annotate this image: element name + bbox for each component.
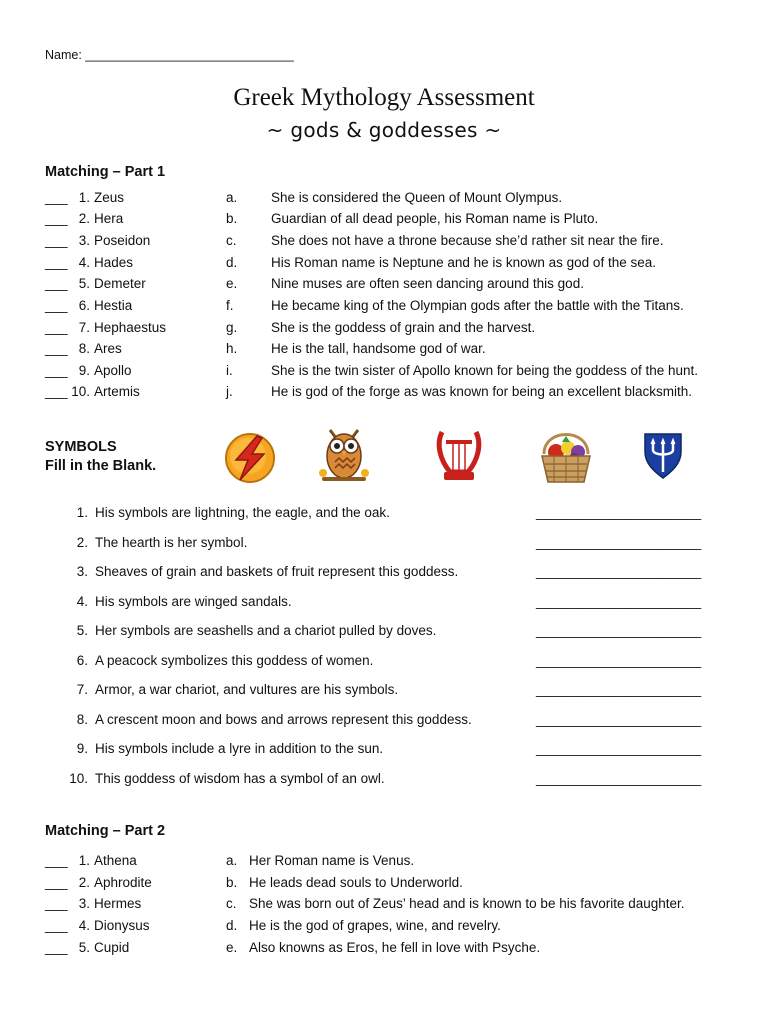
- item-number: 3.: [78, 233, 90, 248]
- choice-letter: b.: [226, 211, 238, 226]
- lightning-bolt-icon: [222, 430, 278, 486]
- question-text: This goddess of wisdom has a symbol of an owl.: [95, 770, 385, 786]
- choice-letter: a.: [226, 853, 238, 868]
- matching-part2-row: [0, 938, 768, 958]
- god-name: Hera: [94, 211, 124, 226]
- choice-description: She does not have a throne because she’d rather sit near the fire.: [271, 233, 664, 248]
- matching-part1-row: [0, 253, 768, 273]
- god-name: Dionysus: [94, 918, 150, 934]
- page-title: Greek Mythology Assessment: [233, 84, 535, 111]
- choice-description: Also knowns as Eros, he fell in love with Psyche.: [249, 939, 541, 955]
- fill-in-row: [0, 680, 768, 700]
- answer-blank[interactable]: ___: [45, 298, 68, 313]
- item-number: 4.: [78, 255, 90, 270]
- choice-letter: c.: [226, 233, 237, 248]
- item-number: 9.: [76, 741, 88, 756]
- fill-in-row: [0, 503, 768, 523]
- item-number: 3.: [78, 896, 90, 912]
- fill-in-row: [0, 651, 768, 671]
- answer-blank[interactable]: ___: [45, 384, 68, 399]
- item-number: 2.: [76, 534, 88, 550]
- item-number: 8.: [78, 341, 90, 356]
- god-name: Apollo: [94, 363, 132, 378]
- answer-blank[interactable]: ___: [45, 190, 68, 205]
- answer-blank[interactable]: ___: [45, 874, 68, 890]
- answer-blank[interactable]: ___: [45, 853, 68, 868]
- answer-line[interactable]: ______________________: [536, 593, 702, 609]
- answer-line[interactable]: ______________________: [536, 505, 702, 520]
- item-number: 7.: [76, 682, 88, 697]
- choice-letter: j.: [226, 384, 233, 399]
- choice-letter: b.: [226, 874, 238, 890]
- item-number: 1.: [78, 190, 90, 205]
- choice-description: Nine muses are often seen dancing around this god.: [271, 276, 584, 291]
- answer-line[interactable]: ______________________: [536, 741, 702, 756]
- answer-line[interactable]: ______________________: [536, 652, 702, 668]
- choice-letter: c.: [226, 896, 237, 912]
- item-number: 1.: [76, 505, 88, 520]
- item-number: 3.: [76, 564, 88, 579]
- page-subtitle: ~ gods & goddesses ~: [266, 118, 502, 142]
- choice-description: She is the twin sister of Apollo known for being the goddess of the hunt.: [271, 363, 699, 378]
- answer-blank[interactable]: ___: [45, 211, 68, 226]
- answer-line[interactable]: ______________________: [536, 534, 702, 550]
- matching-part1-row: [0, 318, 768, 338]
- matching-part1-row: [0, 296, 768, 316]
- god-name: Poseidon: [94, 233, 151, 248]
- lyre-icon: [434, 426, 484, 486]
- god-name: Hestia: [94, 298, 133, 313]
- choice-letter: e.: [226, 276, 238, 291]
- trident-shield-icon: [641, 430, 685, 480]
- choice-letter: d.: [226, 255, 238, 270]
- god-name: Zeus: [94, 190, 125, 205]
- answer-blank[interactable]: ___: [45, 276, 68, 291]
- fill-in-row: [0, 592, 768, 612]
- answer-line[interactable]: ______________________: [536, 711, 702, 727]
- god-name: Hades: [94, 255, 134, 270]
- choice-letter: h.: [226, 341, 238, 356]
- question-text: His symbols are winged sandals.: [95, 593, 292, 609]
- answer-line[interactable]: ______________________: [536, 623, 702, 638]
- matching-part1-row: [0, 274, 768, 294]
- answer-blank[interactable]: ___: [45, 233, 68, 248]
- matching-part1-row: [0, 361, 768, 381]
- fill-in-row: [0, 739, 768, 759]
- choice-description: He became king of the Olympian gods after the battle with the Titans.: [271, 298, 684, 313]
- question-text: Sheaves of grain and baskets of fruit represent this goddess.: [95, 564, 459, 579]
- answer-blank[interactable]: ___: [45, 320, 68, 335]
- matching-part1-row: [0, 382, 768, 402]
- choice-description: Her Roman name is Venus.: [249, 853, 415, 868]
- question-text: His symbols are lightning, the eagle, and the oak.: [95, 505, 390, 520]
- choice-letter: d.: [226, 918, 238, 934]
- choice-letter: a.: [226, 190, 238, 205]
- fill-in-row: [0, 710, 768, 730]
- answer-blank[interactable]: ___: [45, 255, 68, 270]
- question-text: A crescent moon and bows and arrows represent this goddess.: [95, 711, 472, 727]
- god-name: Aphrodite: [94, 874, 152, 890]
- choice-description: He leads dead souls to Underworld.: [249, 874, 463, 890]
- choice-description: She is the goddess of grain and the harvest.: [271, 320, 536, 335]
- matching-part2-row: [0, 873, 768, 893]
- question-text: His symbols include a lyre in addition to the sun.: [95, 741, 384, 756]
- item-number: 7.: [78, 320, 90, 335]
- god-name: Artemis: [94, 384, 140, 399]
- item-number: 9.: [78, 363, 90, 378]
- question-text: Armor, a war chariot, and vultures are his symbols.: [95, 682, 399, 697]
- matching-part2-row: [0, 916, 768, 936]
- question-text: Her symbols are seashells and a chariot pulled by doves.: [95, 623, 437, 638]
- item-number: 4.: [76, 593, 88, 609]
- choice-description: Guardian of all dead people, his Roman name is Pluto.: [271, 211, 599, 226]
- answer-line[interactable]: ______________________: [536, 564, 702, 579]
- question-text: A peacock symbolizes this goddess of women.: [95, 652, 374, 668]
- choice-description: She is considered the Queen of Mount Olympus.: [271, 190, 563, 205]
- answer-line[interactable]: ______________________: [536, 682, 702, 697]
- god-name: Ares: [94, 341, 122, 356]
- answer-blank[interactable]: ___: [45, 363, 68, 378]
- matching-part2-row: [0, 894, 768, 914]
- fill-in-row: [0, 562, 768, 582]
- matching-part1-row: [0, 231, 768, 251]
- god-name: Demeter: [94, 276, 146, 291]
- choice-letter: f.: [226, 298, 234, 313]
- item-number: 5.: [76, 623, 88, 638]
- item-number: 10.: [71, 384, 90, 399]
- choice-description: She was born out of Zeus’ head and is known to be his favorite daughter.: [249, 896, 685, 912]
- matching-part2-row: [0, 851, 768, 871]
- god-name: Athena: [94, 853, 137, 868]
- item-number: 6.: [76, 652, 88, 668]
- item-number: 1.: [78, 853, 90, 868]
- item-number: 4.: [78, 918, 90, 934]
- choice-description: His Roman name is Neptune and he is known as god of the sea.: [271, 255, 656, 270]
- item-number: 5.: [78, 939, 90, 955]
- god-name: Hephaestus: [94, 320, 167, 335]
- item-number: 2.: [78, 211, 90, 226]
- choice-description: He is the god of grapes, wine, and revelry.: [249, 918, 501, 934]
- answer-blank[interactable]: ___: [45, 896, 68, 912]
- choice-letter: i.: [226, 363, 233, 378]
- answer-blank[interactable]: ___: [45, 939, 68, 955]
- choice-letter: g.: [226, 320, 238, 335]
- matching-part1-row: [0, 209, 768, 229]
- matching-part2-heading: Matching – Part 2: [45, 823, 166, 839]
- item-number: 10.: [69, 770, 88, 786]
- choice-description: He is the tall, handsome god of war.: [271, 341, 486, 356]
- name-line: Name: ______________________________: [45, 48, 294, 62]
- item-number: 6.: [78, 298, 90, 313]
- owl-icon: [316, 424, 372, 486]
- god-name: Hermes: [94, 896, 142, 912]
- item-number: 2.: [78, 874, 90, 890]
- fruit-basket-icon: [536, 424, 596, 488]
- matching-part1-row: [0, 188, 768, 208]
- choice-description: He is god of the forge as was known for being an excellent blacksmith.: [271, 384, 692, 399]
- answer-blank[interactable]: ___: [45, 918, 68, 934]
- answer-line[interactable]: ______________________: [536, 770, 702, 786]
- matching-part1-row: [0, 339, 768, 359]
- symbols-subheading: Fill in the Blank.: [45, 458, 157, 474]
- fill-in-row: [0, 621, 768, 641]
- item-number: 8.: [76, 711, 88, 727]
- fill-in-row: [0, 533, 768, 553]
- answer-blank[interactable]: ___: [45, 341, 68, 356]
- question-text: The hearth is her symbol.: [95, 534, 248, 550]
- god-name: Cupid: [94, 939, 130, 955]
- choice-letter: e.: [226, 939, 238, 955]
- fill-in-row: [0, 769, 768, 789]
- matching-part1-heading: Matching – Part 1: [45, 164, 166, 180]
- symbols-heading: SYMBOLS: [45, 439, 117, 455]
- item-number: 5.: [78, 276, 90, 291]
